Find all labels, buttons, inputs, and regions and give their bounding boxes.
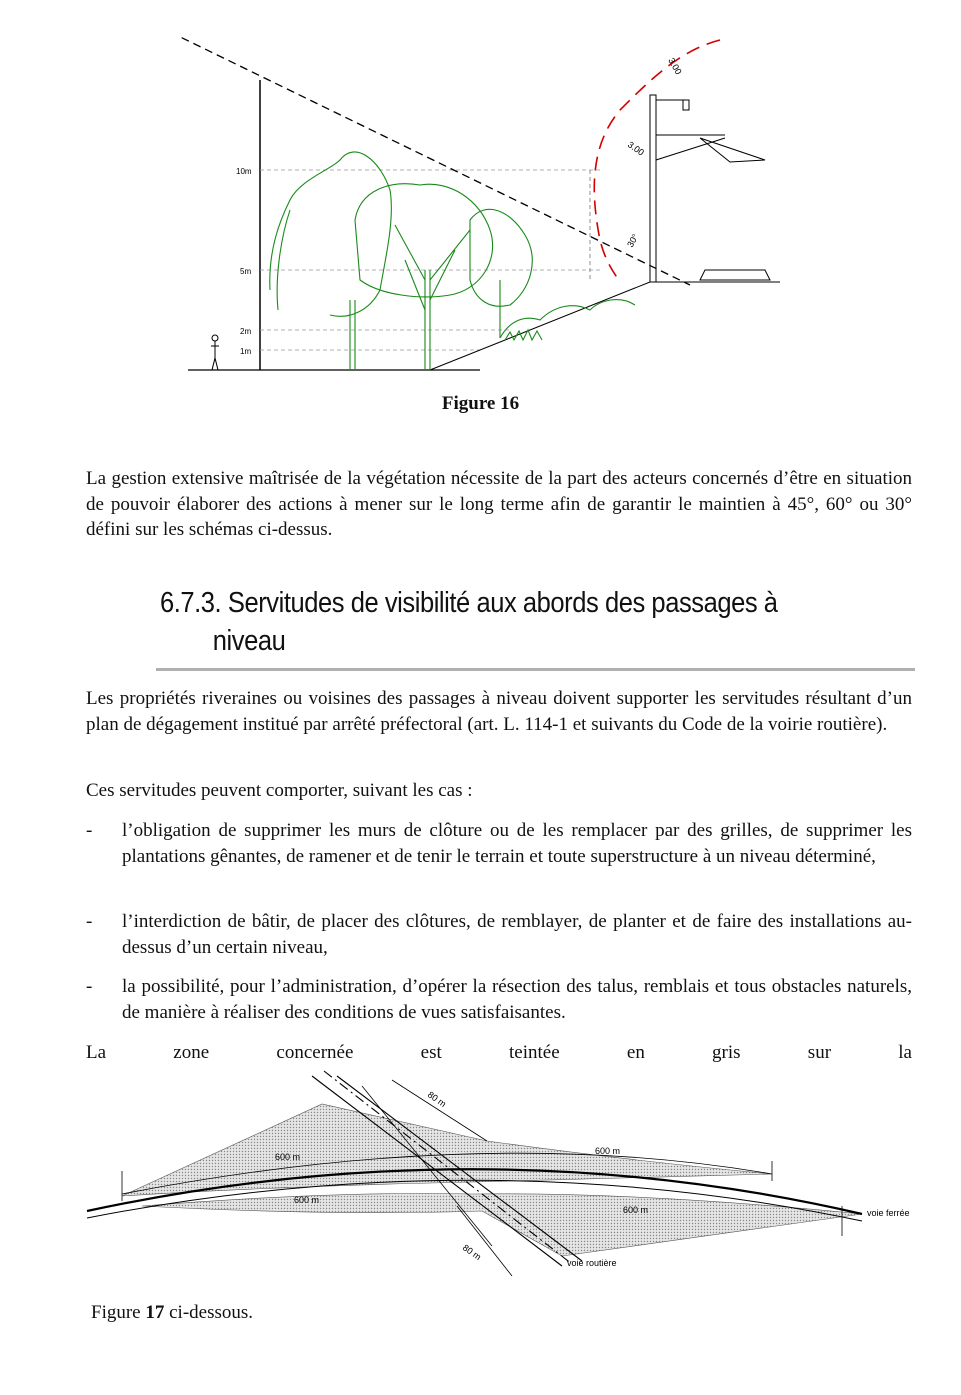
paragraph-vegetation: La gestion extensive maîtrisée de la végétation nécessite de la part des acteurs concernés d’être en situation de pouvoir élaborer des actions à mener sur le long terme afin de garantir le maintien à 45°, 60° ou 30° défini sur les schémas ci-dessus.	[86, 468, 912, 540]
caption-number: 17	[145, 1302, 165, 1323]
list-item-text: la possibilité, pour l’administration, d’opérer la résection des talus, remblais et tous obstacles naturels, de manière à réaliser des conditions de vues satisfaisantes.	[122, 976, 912, 1023]
dimension-label-2: 3.00	[625, 139, 646, 158]
dimension-80m-bottom: 80 m	[460, 1242, 483, 1263]
person-icon	[211, 335, 219, 370]
section-title-line1: Servitudes de visibilité aux abords des passages à	[227, 587, 778, 619]
dimension-600m-top-left: 600 m	[275, 1152, 301, 1162]
list-item-text: l’interdiction de bâtir, de placer des clôtures, de remblayer, de planter et de faire des installations au-dessus d’un certain niveau,	[122, 911, 912, 958]
figure-16-diagram	[180, 20, 780, 380]
figure-16-caption: Figure 16	[441, 393, 520, 414]
height-label-10m: 10m	[236, 167, 252, 176]
dimension-600m-top-right: 600 m	[595, 1146, 621, 1156]
paragraph-zone: La zone concernée est teintée en gris sur la	[86, 1042, 912, 1063]
list-item	[86, 909, 912, 960]
paragraph-servitudes: Les propriétés riveraines ou voisines des passages à niveau doivent supporter les servitudes résultant d’un plan de dégagement institué par arrêté préfectoral (art. L. 114-1 et suivants du Code de la voirie routière).	[86, 688, 912, 735]
road-label: voie routière	[567, 1258, 617, 1268]
list-item-text: l’obligation de supprimer les murs de clôture ou de les remplacer par des grilles, de supprimer les plantations gênantes, de ramener et de tenir le terrain et toute superstructure à un niveau déterminé,	[122, 820, 912, 867]
figure-17-diagram	[82, 1066, 922, 1280]
visibility-zone-bottom	[142, 1194, 862, 1257]
paragraph-intro-list: Ces servitudes peuvent comporter, suivant les cas :	[86, 780, 473, 801]
list-marker: -	[86, 976, 93, 997]
caption-suffix: ci-dessous.	[164, 1302, 254, 1323]
catenary-mast	[650, 95, 770, 282]
trees-illustration	[270, 152, 635, 370]
heading-divider	[156, 668, 915, 671]
dimension-label-1: 3.00	[666, 56, 684, 77]
dimension-80m-top: 80 m	[425, 1089, 448, 1110]
height-label-2m: 2m	[240, 327, 252, 336]
clearance-arc	[594, 40, 720, 282]
list-item	[86, 818, 912, 869]
height-label-5m: 5m	[240, 267, 252, 276]
list-marker: -	[86, 911, 93, 932]
section-heading	[160, 584, 882, 660]
list-marker: -	[86, 820, 93, 841]
figure-17-caption	[91, 1302, 253, 1324]
list-item	[86, 974, 912, 1025]
caption-prefix: Figure	[91, 1302, 146, 1323]
dimension-600m-bottom-left: 600 m	[294, 1195, 320, 1205]
dimension-600m-bottom-right: 600 m	[623, 1205, 649, 1215]
angle-label: 30°	[625, 232, 641, 249]
section-number: 6.7.3.	[160, 587, 222, 619]
height-label-1m: 1m	[240, 347, 252, 356]
rail-label: voie ferrée	[867, 1208, 910, 1218]
section-title-line2: niveau	[212, 625, 286, 657]
